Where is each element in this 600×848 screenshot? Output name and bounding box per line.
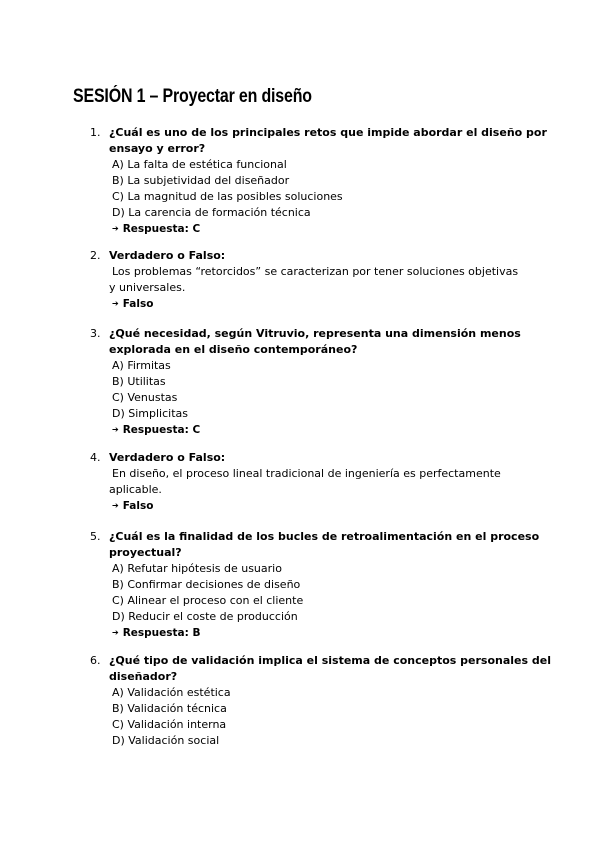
option-a: A) Firmitas [112,359,171,372]
question-number: 2. [90,249,101,262]
option-c: C) La magnitud de las posibles soluciones [112,190,343,203]
question-1 [90,125,547,238]
option-d: D) Reducir el coste de producción [112,610,298,623]
question-6 [90,653,551,749]
question-text-line: ensayo y error? [109,142,206,155]
option-a: A) La falta de estética funcional [112,158,287,171]
answer-text: Respuesta: C [122,424,201,436]
answer-text: Falso [122,500,154,512]
question-5 [90,529,540,642]
question-text-line: ¿Qué necesidad, según Vitruvio, representa una dimensión menos [109,327,521,340]
question-number: 1. [90,126,101,139]
statement-line: En diseño, el proceso lineal tradicional de ingeniería es perfectamente [112,467,501,480]
question-text-line: proyectual? [109,546,182,559]
question-2 [90,248,529,313]
option-b: B) Confirmar decisiones de diseño [112,578,301,591]
arrow-right-icon: ➔ [112,299,119,308]
option-a: A) Refutar hipótesis de usuario [112,562,282,575]
answer [109,498,529,515]
answer-text: Respuesta: B [122,627,201,639]
statement-line: Los problemas “retorcidos” se caracterizan por tener soluciones objetivas [112,265,519,278]
option-b: B) Utilitas [112,375,166,388]
arrow-right-icon: ➔ [112,224,119,233]
statement-line: aplicable. [109,483,162,496]
arrow-right-icon: ➔ [112,628,119,637]
option-c: C) Validación interna [112,718,227,731]
option-b: B) La subjetividad del diseñador [112,174,290,187]
option-c: C) Venustas [112,391,178,404]
question-3 [90,326,529,439]
question-number: 5. [90,530,101,543]
answer [109,221,529,238]
question-text-line: ¿Qué tipo de validación implica el sistema de conceptos personales del [109,654,551,667]
question-4 [90,450,529,515]
option-d: D) Simplicitas [112,407,188,420]
answer [109,422,529,439]
answer [109,296,529,313]
question-text-line: explorada en el diseño contemporáneo? [109,343,358,356]
statement-line: y universales. [109,281,186,294]
question-text-line: Verdadero o Falso: [109,451,226,464]
answer [109,625,529,642]
option-d: D) La carencia de formación técnica [112,206,311,219]
question-text-line: diseñador? [109,670,178,683]
option-c: C) Alinear el proceso con el cliente [112,594,304,607]
page-title: SESIÓN 1 – Proyectar en diseño [73,86,312,107]
option-d: D) Validación social [112,734,220,747]
option-a: A) Validación estética [112,686,231,699]
answer-text: Falso [122,298,154,310]
question-number: 6. [90,654,101,667]
question-text-line: ¿Cuál es uno de los principales retos que impide abordar el diseño por [109,126,547,139]
question-text-line: Verdadero o Falso: [109,249,226,262]
question-text-line: ¿Cuál es la finalidad de los bucles de retroalimentación en el proceso [109,530,540,543]
arrow-right-icon: ➔ [112,425,119,434]
option-b: B) Validación técnica [112,702,227,715]
answer-text: Respuesta: C [122,223,201,235]
question-number: 3. [90,327,101,340]
question-number: 4. [90,451,101,464]
arrow-right-icon: ➔ [112,501,119,510]
